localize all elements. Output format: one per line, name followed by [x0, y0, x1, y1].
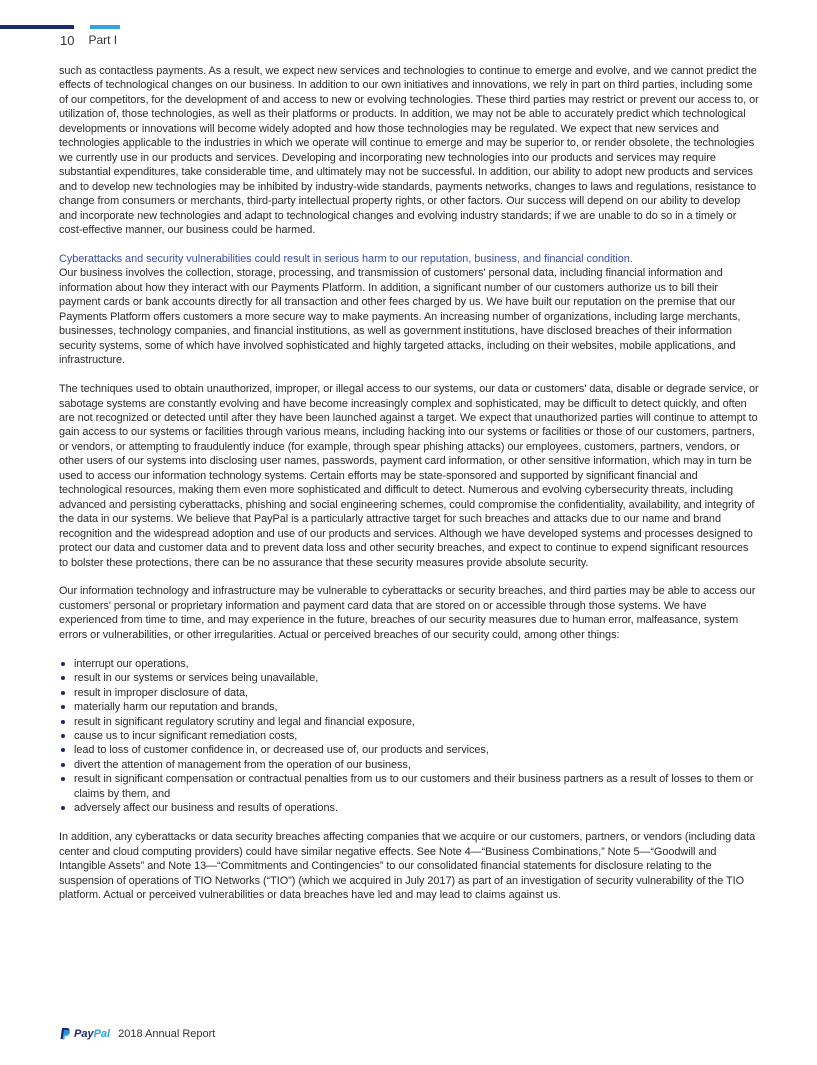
list-item: divert the attention of management from the operation of our business, [59, 758, 759, 772]
list-item: interrupt our operations, [59, 657, 759, 671]
paypal-logo [59, 1027, 110, 1040]
paragraph: The techniques used to obtain unauthorized, improper, or illegal access to our systems, our data or customers' data, disable or degrade service, or sabotage systems are constantly evolving and have become increasingly complex and sophisticated, may be difficult to detect quickly, and often are not recognized or detected until after they have been launched against a target. We expect that unauthorized parties will continue to attempt to gain access to our systems or facilities through various means, including hacking into our systems or facilities or those of our customers, partners, or vendors, or attempting to fraudulently induce (for example, through spear phishing attacks) our employees, customers, partners, vendors, or other users of our systems into disclosing user names, passwords, payment card information, or other sensitive information, which may in turn be used to access our information technology systems. Certain efforts may be state-sponsored and supported by significant financial and technological resources, making them even more sophisticated and difficult to detect. Numerous and evolving cybersecurity threats, including advanced and persisting cyberattacks, phishing and social engineering schemes, could compromise the confidentiality, availability, and integrity of the data in our systems. We believe that PayPal is a particularly attractive target for such breaches and attacks due to our name and brand recognition and the widespread adoption and use of our products and services. Although we have developed systems and processes designed to protect our data and customer data and to prevent data loss and other security breaches, and expect to continue to expend significant resources to bolster these protections, there can be no assurance that these security measures provide absolute security. [59, 383, 759, 569]
list-item: result in improper disclosure of data, [59, 686, 759, 700]
section-heading: Cyberattacks and security vulnerabilities could result in serious harm to our reputation, business, and financial condition. [59, 252, 633, 265]
page-header [60, 33, 117, 48]
list-item: materially harm our reputation and brands, [59, 700, 759, 714]
page-footer [59, 1027, 215, 1040]
paypal-p-icon [59, 1027, 71, 1040]
list-item: result in significant regulatory scrutiny and legal and financial exposure, [59, 715, 759, 729]
bullet-list [59, 657, 759, 816]
logo-pal: Pal [93, 1027, 111, 1040]
list-item: lead to loss of customer confidence in, or decreased use of, our products and services, [59, 743, 759, 757]
list-item: result in our systems or services being unavailable, [59, 671, 759, 685]
paragraph: Our business involves the collection, storage, processing, and transmission of customers' personal data, including financial information and information about how they interact with our Payments Platform. In addition, a significant number of our customers authorize us to bill their payment cards or bank accounts directly for all transaction and other fees charged by us. We have built our reputation on the premise that our Payments Platform offers customers a more secure way to make payments. An increasing number of organizations, including large merchants, businesses, technology companies, and financial institutions, as well as government institutions, have disclosed breaches of their information security systems, some of which have involved sophisticated and highly targeted attacks, including on their websites, mobile applications, and infrastructure. [59, 267, 741, 367]
report-title: 2018 Annual Report [118, 1027, 216, 1040]
logo-pay: Pay [74, 1027, 94, 1040]
page-number: 10 [60, 33, 75, 48]
header-accent-bar-light [90, 25, 120, 29]
paragraph: such as contactless payments. As a result, we expect new services and technologies to continue to emerge and evolve, and we cannot predict the effects of technological changes on our business. In addition to our own initiatives and innovations, we rely in part on third parties, including some of our competitors, for the development of and access to new or evolving technologies. These third parties may restrict or prevent our access to, or utilization of, those technologies, as well as their platforms or products. In addition, we may not be able to accurately predict which technological developments or innovations will become widely adopted and how those technologies may be regulated. We expect that new services and technologies applicable to the industries in which we operate will continue to emerge and may be superior to, or render obsolete, the technologies we currently use in our products and services. Developing and incorporating new technologies into our products and services may require substantial expenditures, take considerable time, and ultimately may not be successful. In addition, our ability to adopt new products and services and to develop new technologies may be inhibited by industry-wide standards, payments networks, changes to laws and regulations, resistance to change from consumers or merchants, third-party intellectual property rights, or other factors. Our success will depend on our ability to develop and incorporate new technologies and adapt to technological changes and evolving industry standards; if we are unable to do so in a timely or cost-effective manner, our business could be harmed. [59, 65, 759, 236]
header-accent-bar [0, 25, 74, 29]
list-item: cause us to incur significant remediation costs, [59, 729, 759, 743]
list-item: adversely affect our business and results of operations. [59, 801, 759, 815]
part-label: Part I [88, 33, 118, 47]
paragraph: Our information technology and infrastructure may be vulnerable to cyberattacks or security breaches, and third parties may be able to access our customers' personal or proprietary information and payment card data that are stored on or accessible through those systems. We have experienced from time to time, and may experience in the future, breaches of our security measures due to human error, malfeasance, system errors or vulnerabilities, or other irregularities. Actual or perceived breaches of our security could, among other things: [59, 585, 756, 641]
list-item: result in significant compensation or contractual penalties from us to our customers and their business partners as a result of losses to them or claims by them, and [59, 772, 759, 801]
paragraph: In addition, any cyberattacks or data security breaches affecting companies that we acquire or our customers, partners, or vendors (including data center and cloud computing providers) could have similar negative effects. See Note 4—“Business Combinations,” Note 5—“Goodwill and Intangible Assets” and Note 13—“Commitments and Contingencies” to our consolidated financial statements for disclosure relating to the suspension of operations of TIO Networks (“TIO”) (which we acquired in July 2017) as part of an investigation of security vulnerability of the TIO platform. Actual or perceived vulnerabilities or data breaches have led and may lead to claims against us. [59, 831, 756, 902]
page-body [59, 64, 759, 917]
